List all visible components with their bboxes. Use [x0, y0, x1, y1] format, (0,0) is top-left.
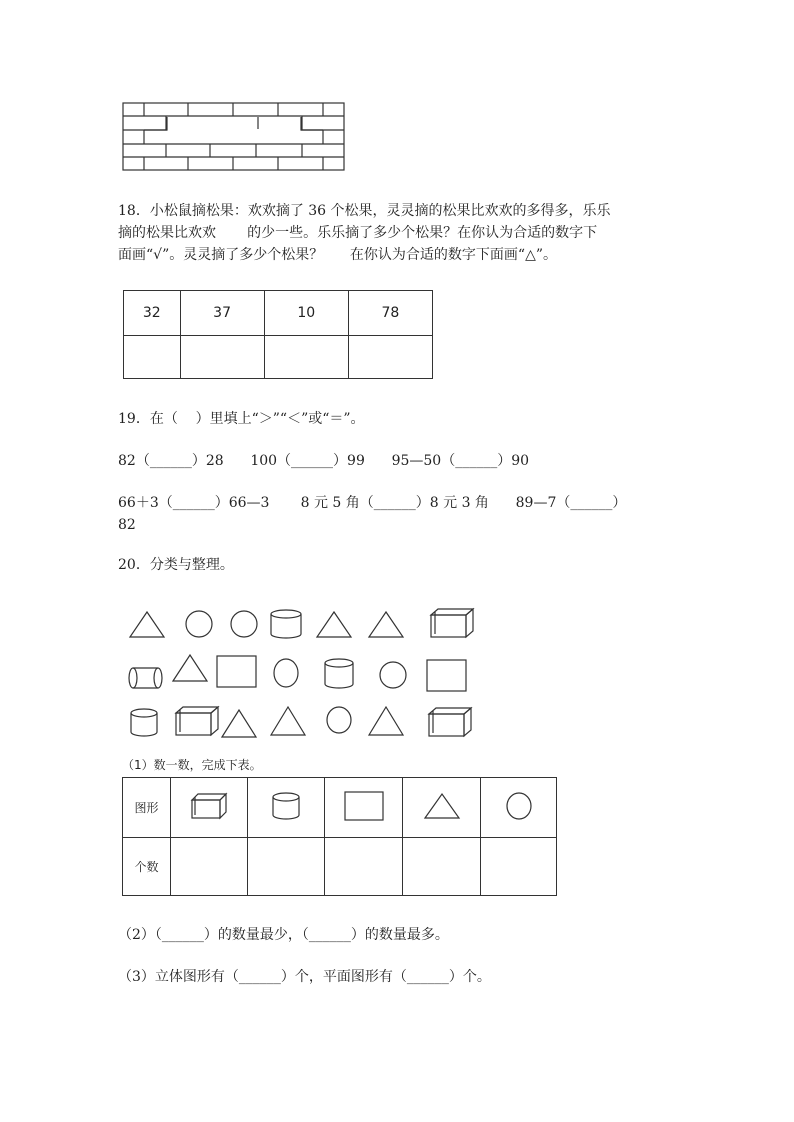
count-cell[interactable]: [325, 838, 403, 896]
cube-icon: [431, 609, 473, 637]
q20-sub-1: （1）数一数，完成下表。: [122, 758, 262, 772]
cylinder-icon: [131, 709, 157, 736]
answer-cell[interactable]: [180, 336, 264, 379]
triangle-icon: [369, 612, 403, 637]
count-cell[interactable]: [403, 838, 481, 896]
q18-line-3: 面画“√”。灵灵摘了多少个松果？ 在你认为合适的数字下面画“△”。: [118, 247, 558, 263]
answer-cell[interactable]: [124, 336, 181, 379]
triangle-icon: [130, 612, 164, 637]
cylinder-icon: [271, 610, 301, 638]
q20-count-table: [122, 777, 557, 896]
q20-sub-2[interactable]: （2）（______）的数量最少，（______）的数量最多。: [118, 927, 449, 943]
q18-line-1: 18．小松鼠摘松果：欢欢摘了 36 个松果，灵灵摘的松果比欢欢的多得多，乐乐: [118, 203, 611, 219]
q19-title: 19．在（ ）里填上“＞”“＜”或“＝”。: [118, 411, 365, 427]
triangle-icon: [222, 710, 256, 737]
shapes-figure: [120, 600, 480, 745]
q18-options-table: [123, 290, 433, 379]
option-cell: 37: [180, 291, 264, 336]
circle-icon: [186, 611, 212, 637]
option-cell: 78: [348, 291, 432, 336]
count-cell[interactable]: [248, 838, 325, 896]
count-cell[interactable]: [171, 838, 248, 896]
rectangle-cell: [325, 778, 403, 838]
triangle-icon: [422, 791, 462, 821]
answer-cell[interactable]: [348, 336, 432, 379]
cylinder-cell: [248, 778, 325, 838]
circle-icon: [504, 791, 534, 821]
circle-icon: [380, 662, 406, 688]
triangle-icon: [317, 612, 351, 637]
triangle-cell: [403, 778, 481, 838]
brick-wall-figure: [122, 101, 346, 173]
triangle-icon: [369, 707, 403, 735]
triangle-icon: [271, 707, 305, 735]
rectangle-icon: [342, 789, 386, 823]
circle-cell: [481, 778, 557, 838]
table-header-label: 图形: [123, 778, 171, 838]
count-cell[interactable]: [481, 838, 557, 896]
rectangle-icon: [217, 656, 256, 687]
option-cell: 32: [124, 291, 181, 336]
cube-icon: [176, 707, 218, 735]
q19-row-2[interactable]: 66＋3（______）66—3 8 元 5 角（______）8 元 3 角 89—7（______）: [118, 495, 627, 511]
cube-icon: [429, 708, 471, 736]
q20-title: 20．分类与整理。: [118, 557, 234, 573]
cube-icon: [189, 791, 229, 821]
cube-cell: [171, 778, 248, 838]
triangle-icon: [173, 655, 207, 681]
q19-row-2-continued: 82: [118, 517, 136, 533]
cylinder-icon: [325, 659, 353, 688]
q20-sub-3[interactable]: （3）立体图形有（______）个，平面图形有（______）个。: [118, 969, 491, 985]
rectangle-icon: [427, 660, 466, 691]
circle-icon: [327, 707, 351, 733]
q19-row-1[interactable]: 82（______）28 100（______）99 95—50（______）90: [118, 453, 530, 469]
circle-icon: [231, 611, 257, 637]
q18-line-2: 摘的松果比欢欢 的少一些。乐乐摘了多少个松果？在你认为合适的数字下: [118, 225, 598, 241]
table-row-label: 个数: [123, 838, 171, 896]
cylinder-lying-icon: [129, 668, 162, 688]
circle-icon: [274, 659, 298, 687]
option-cell: 10: [264, 291, 348, 336]
answer-cell[interactable]: [264, 336, 348, 379]
cylinder-icon: [269, 790, 303, 822]
